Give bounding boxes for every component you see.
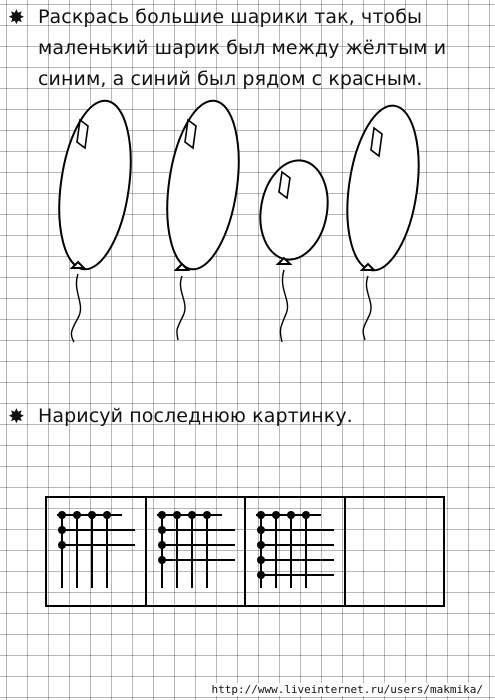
pattern-dot: [272, 511, 280, 519]
asterisk-icon: ✸: [8, 404, 25, 428]
pattern-dot: [158, 526, 166, 534]
pattern-dot: [302, 511, 310, 519]
asterisk-icon: ✸: [8, 5, 25, 29]
pattern-dot: [257, 556, 265, 564]
pattern-cell-2: [147, 498, 247, 605]
pattern-dot: [73, 511, 81, 519]
balloons-illustration: [0, 90, 495, 350]
pattern-dot: [158, 511, 166, 519]
balloon-1: [50, 96, 141, 342]
task-1-text: Раскрась большие шарики так, чтобы маленький шарик был между жёлтым и синим, а синий был рядом с красным.: [38, 6, 447, 90]
pattern-dot: [58, 526, 66, 534]
pattern-dot: [158, 541, 166, 549]
balloon-4: [338, 101, 428, 340]
pattern-dot: [58, 511, 66, 519]
pattern-dot: [287, 511, 295, 519]
pattern-cell-1: [47, 498, 147, 605]
task-2-instruction: [8, 401, 481, 432]
pattern-dot: [173, 511, 181, 519]
pattern-dot: [103, 511, 111, 519]
pattern-cell-answer[interactable]: [346, 498, 444, 605]
pattern-dot: [257, 511, 265, 519]
watermark-url: http://www.liveinternet.ru/users/makmika/: [211, 683, 483, 696]
balloon-2: [158, 96, 249, 340]
pattern-dot: [58, 541, 66, 549]
pattern-dot: [88, 511, 96, 519]
task-1-instruction: [8, 2, 481, 95]
pattern-dot: [203, 511, 211, 519]
pattern-cell-3: [246, 498, 346, 605]
task-2-text: Нарисуй последнюю картинку.: [38, 405, 353, 427]
pattern-dot: [257, 541, 265, 549]
pattern-dot: [188, 511, 196, 519]
pattern-dot: [257, 526, 265, 534]
pattern-dot: [158, 556, 166, 564]
pattern-sequence: [45, 496, 445, 607]
pattern-dot: [257, 571, 265, 579]
balloon-small: [253, 155, 335, 342]
